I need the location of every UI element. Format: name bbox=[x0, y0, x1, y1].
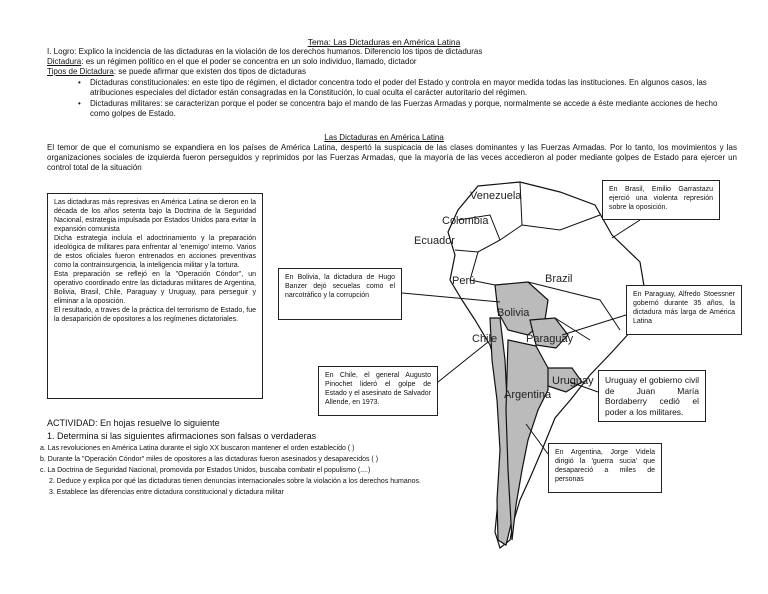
page-title: Tema: Las Dictaduras en América Latina bbox=[307, 37, 461, 47]
activity-item-a: a. Las revoluciones en América Latina durante el siglo XX buscaron mantener el orden establecido ( ) bbox=[40, 445, 355, 452]
tipos-def: : se puede afirmar que existen dos tipos de dictaduras bbox=[113, 67, 306, 76]
map-label-colombia: Colombia bbox=[442, 215, 489, 227]
map-label-paraguay: Paraguay bbox=[526, 333, 574, 345]
map-label-ecuador: Ecuador bbox=[414, 235, 455, 247]
left-info-text: Las dictaduras más represivas en América Latina se dieron en la década de los años setenta bajo la Doctrina de la Seguridad Nacional, estrategia impulsada por Estados Unidos para evitar la expansión comunista Dicha estrategia incluía el adoctrinamiento y la preparación ideológica de militares para enfrentar al 'enemigo' interno. Varios de estos oficiales fueron entrenados en acciones preventivas como la contrainsurgencia, la inteligencia militar y la tortura. Esta preparación se reflejó en la "Operación Cóndor", un operativo coordinado entre las dictaduras militares de Argentina, Bolivia, Brasil, Chile, Paraguay y Uruguay, para perseguir y eliminar a la oposición. El resultado, a traves de la práctica del terrorismo de Estado, fue la desaparición de opositores a los regímenes dictatoriales. bbox=[54, 199, 256, 323]
callout-argentina: En Argentina, Jorge Videla dirigió la 'guerra sucia' que desapareció a miles de personas bbox=[548, 443, 662, 493]
logro-text: I. Logro: Explico la incidencia de las dictaduras en la violación de los derechos humanos. Diferencio los tipos de dictaduras bbox=[47, 47, 483, 56]
activity-heading: ACTIVIDAD: En hojas resuelve lo siguiente bbox=[47, 418, 220, 428]
section-intro: El temor de que el comunismo se expandiera en los países de América Latina, despertó la suspicacia de las clases dominantes y las Fuerzas Armadas. Por lo tanto, los movimientos y las organizaciones sociales de izquierda fueron perseguidos y reprimidos por las Fuerzas Armadas, que la mayoría de las veces accedieron al poder mediante golpes de Estado para ejercer un control total de la situación bbox=[47, 143, 737, 172]
activity-q2: 2. Deduce y explica por qué las dictaduras tienen denuncias internacionales sobre la violación a los derechos humanos. bbox=[49, 478, 422, 485]
map-label-brazil: Brazil bbox=[545, 273, 573, 285]
type-militar: • Dictaduras militares: se caracterizan porque el poder se concentra bajo el mando de las Fuerzas Armadas y porque, normalmente se accede a éste mediante acciones de hecho como golpes de Estado. bbox=[78, 99, 738, 119]
map-label-uruguay: Uruguay bbox=[552, 375, 594, 387]
dictadura-term: Dictadura bbox=[47, 57, 82, 66]
activity-q1: 1. Determina si las siguientes afirmaciones son falsas o verdaderas bbox=[47, 431, 317, 441]
activity-item-b: b. Durante la "Operación Cóndor" miles de opositores a las dictaduras fueron asesinados y desaparecidos ( ) bbox=[40, 456, 379, 463]
callout-chile: En Chile, el general Augusto Pinochet lideró el golpe de Estado y el asesinato de Salvador Allende, en 1973. bbox=[318, 366, 438, 416]
map-label-bolivia: Bolivia bbox=[497, 307, 530, 319]
section-title: Las Dictaduras en América Latina bbox=[324, 133, 444, 142]
activity-item-c: c. La Doctrina de Seguridad Nacional, promovida por Estados Unidos, buscaba combatir el populismo (....) bbox=[40, 467, 371, 474]
callout-brasil: En Brasil, Emilio Garrastazu ejerció una violenta represión sobre la oposición. bbox=[602, 180, 720, 220]
activity-q3: 3. Establece las diferencias entre dictadura constitucional y dictadura militar bbox=[49, 489, 285, 496]
dictadura-def: : es un régimen político en el que el poder se concentra en un solo individuo, llamado, dictador bbox=[81, 57, 417, 66]
type-constitucional: • Dictaduras constitucionales: en este tipo de régimen, el dictador concentra todo el poder del Estado y controla en mayor medida todas las instituciones. En algunos casos, las atribuciones especiales del dictador están consagradas en la Constitución, lo cual oculta el carácter autoritario del régimen. bbox=[78, 78, 738, 98]
callout-uruguay: Uruguay el gobierno civil de Juan María Bordaberry cedió el poder a los militares. bbox=[598, 370, 706, 422]
left-info-box bbox=[47, 193, 263, 399]
map-label-venezuela: Venezuela bbox=[470, 190, 522, 202]
tipos-term: Tipos de Dictadura bbox=[47, 67, 114, 76]
map-label-argentina: Argentina bbox=[504, 389, 552, 401]
callout-bolivia: En Bolivia, la dictadura de Hugo Banzer dejó secuelas como el narcotráfico y la corrupción bbox=[278, 268, 402, 320]
callout-paraguay: En Paraguay, Alfredo Stoessner gobernó durante 35 años, la dictadura más larga de América Latina bbox=[626, 285, 742, 335]
map-label-peru: Perú bbox=[452, 275, 476, 287]
map-label-chile: Chile bbox=[472, 333, 498, 345]
